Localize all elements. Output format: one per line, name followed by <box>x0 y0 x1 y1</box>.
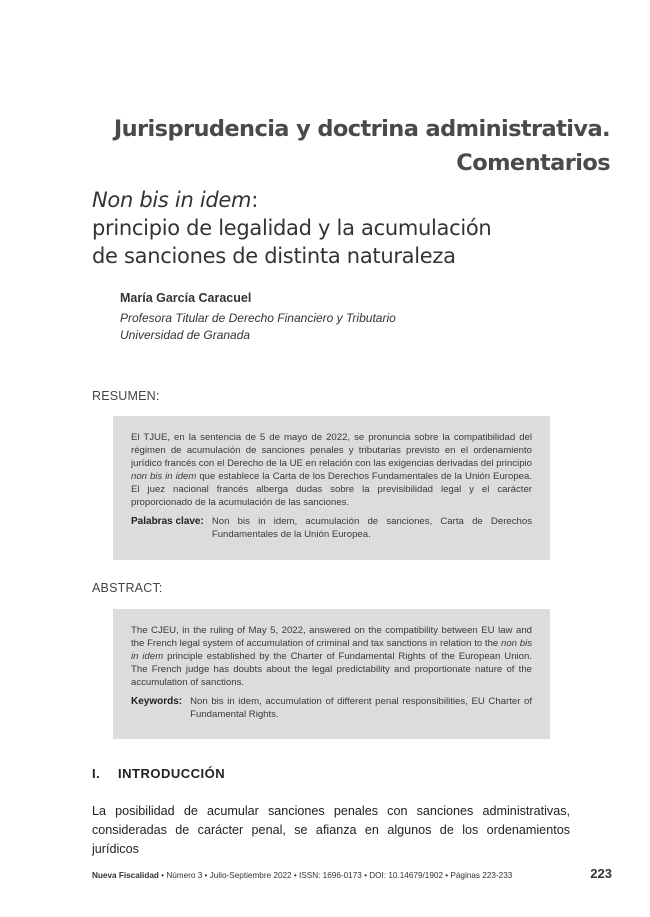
abstract-italic-term: non bis in idem <box>131 638 533 662</box>
heading-title: INTRODUCCIÓN <box>118 766 226 781</box>
abstract-text: The CJEU, in the ruling of May 5, 2022, answered on the compatibility between EU law and the French legal system of accumulation of criminal and tax sanctions in relation to the non bis in idem principle established by the Charter of Fundamental Rights of the European Union. The French judge has doubts about the legal predictability and proportionate nature of the accumulation of sanctions. <box>131 625 533 688</box>
section-header <box>114 112 610 180</box>
heading-number: I. <box>92 766 101 781</box>
keywords-label: Palabras clave: <box>131 516 204 527</box>
author-name: María García Caracuel <box>120 291 252 305</box>
title-line-3: de sanciones de distinta naturaleza <box>92 244 456 268</box>
author-position: Profesora Titular de Derecho Financiero y Tributario <box>120 311 396 325</box>
author-institution: Universidad de Granada <box>120 328 251 342</box>
abstract-label: ABSTRACT: <box>92 581 163 595</box>
footer-citation <box>92 871 512 880</box>
keywords-value: Non bis in idem, acumulación de sanciones, Carta de Derechos Fundamentales de la Unión Europea. <box>211 516 532 540</box>
resumen-box <box>113 416 550 560</box>
title-colon: : <box>251 188 258 212</box>
page-footer <box>92 866 612 881</box>
journal-name: Nueva Fiscalidad <box>92 871 159 880</box>
title-italic-term: Non bis in idem <box>92 188 252 212</box>
footer-details: • Número 3 • Julio-Septiembre 2022 • ISSN: 1696-0173 • DOI: 10.14679/1902 • Páginas 223-233 <box>158 871 513 880</box>
abstract-keywords <box>131 695 532 721</box>
keywords-value-en: Non bis in idem, accumulation of different penal responsibilities, EU Charter of Fundamental Rights. <box>190 696 532 720</box>
title-line-2: principio de legalidad y la acumulación <box>92 216 492 240</box>
resumen-text: El TJUE, en la sentencia de 5 de mayo de 2022, se pronuncia sobre la compatibilidad del régimen de acumulación de sanciones penales y tributarias previsto en el ordenamiento jurídico francés con el Derecho de la UE en relación con las exigencias derivadas del principio non bis in idem que establece la Carta de los Derechos Fundamentales de la Unión Europea. El juez nacional francés alberga dudas sobre la previsibilidad legal y el carácter proporcionado de la acumulación de las sanciones. <box>131 432 532 508</box>
section-title-line-1: Jurisprudencia y doctrina administrativa. <box>113 116 610 142</box>
body-paragraph: La posibilidad de acumular sanciones penales con sanciones administrativas, consideradas de carácter penal, se afianza en algunos de los ordenamientos jurídicos <box>92 804 570 856</box>
page-number: 223 <box>590 866 612 881</box>
author-block <box>120 290 396 344</box>
resumen-italic-term: non bis in idem <box>131 471 197 482</box>
abstract-box <box>113 609 550 739</box>
section-title-line-2: Comentarios <box>456 150 610 176</box>
keywords-label-en: Keywords: <box>131 696 183 707</box>
resumen-keywords <box>131 515 532 541</box>
section-heading <box>92 766 225 781</box>
resumen-label: RESUMEN: <box>92 389 160 403</box>
article-title <box>92 186 612 270</box>
